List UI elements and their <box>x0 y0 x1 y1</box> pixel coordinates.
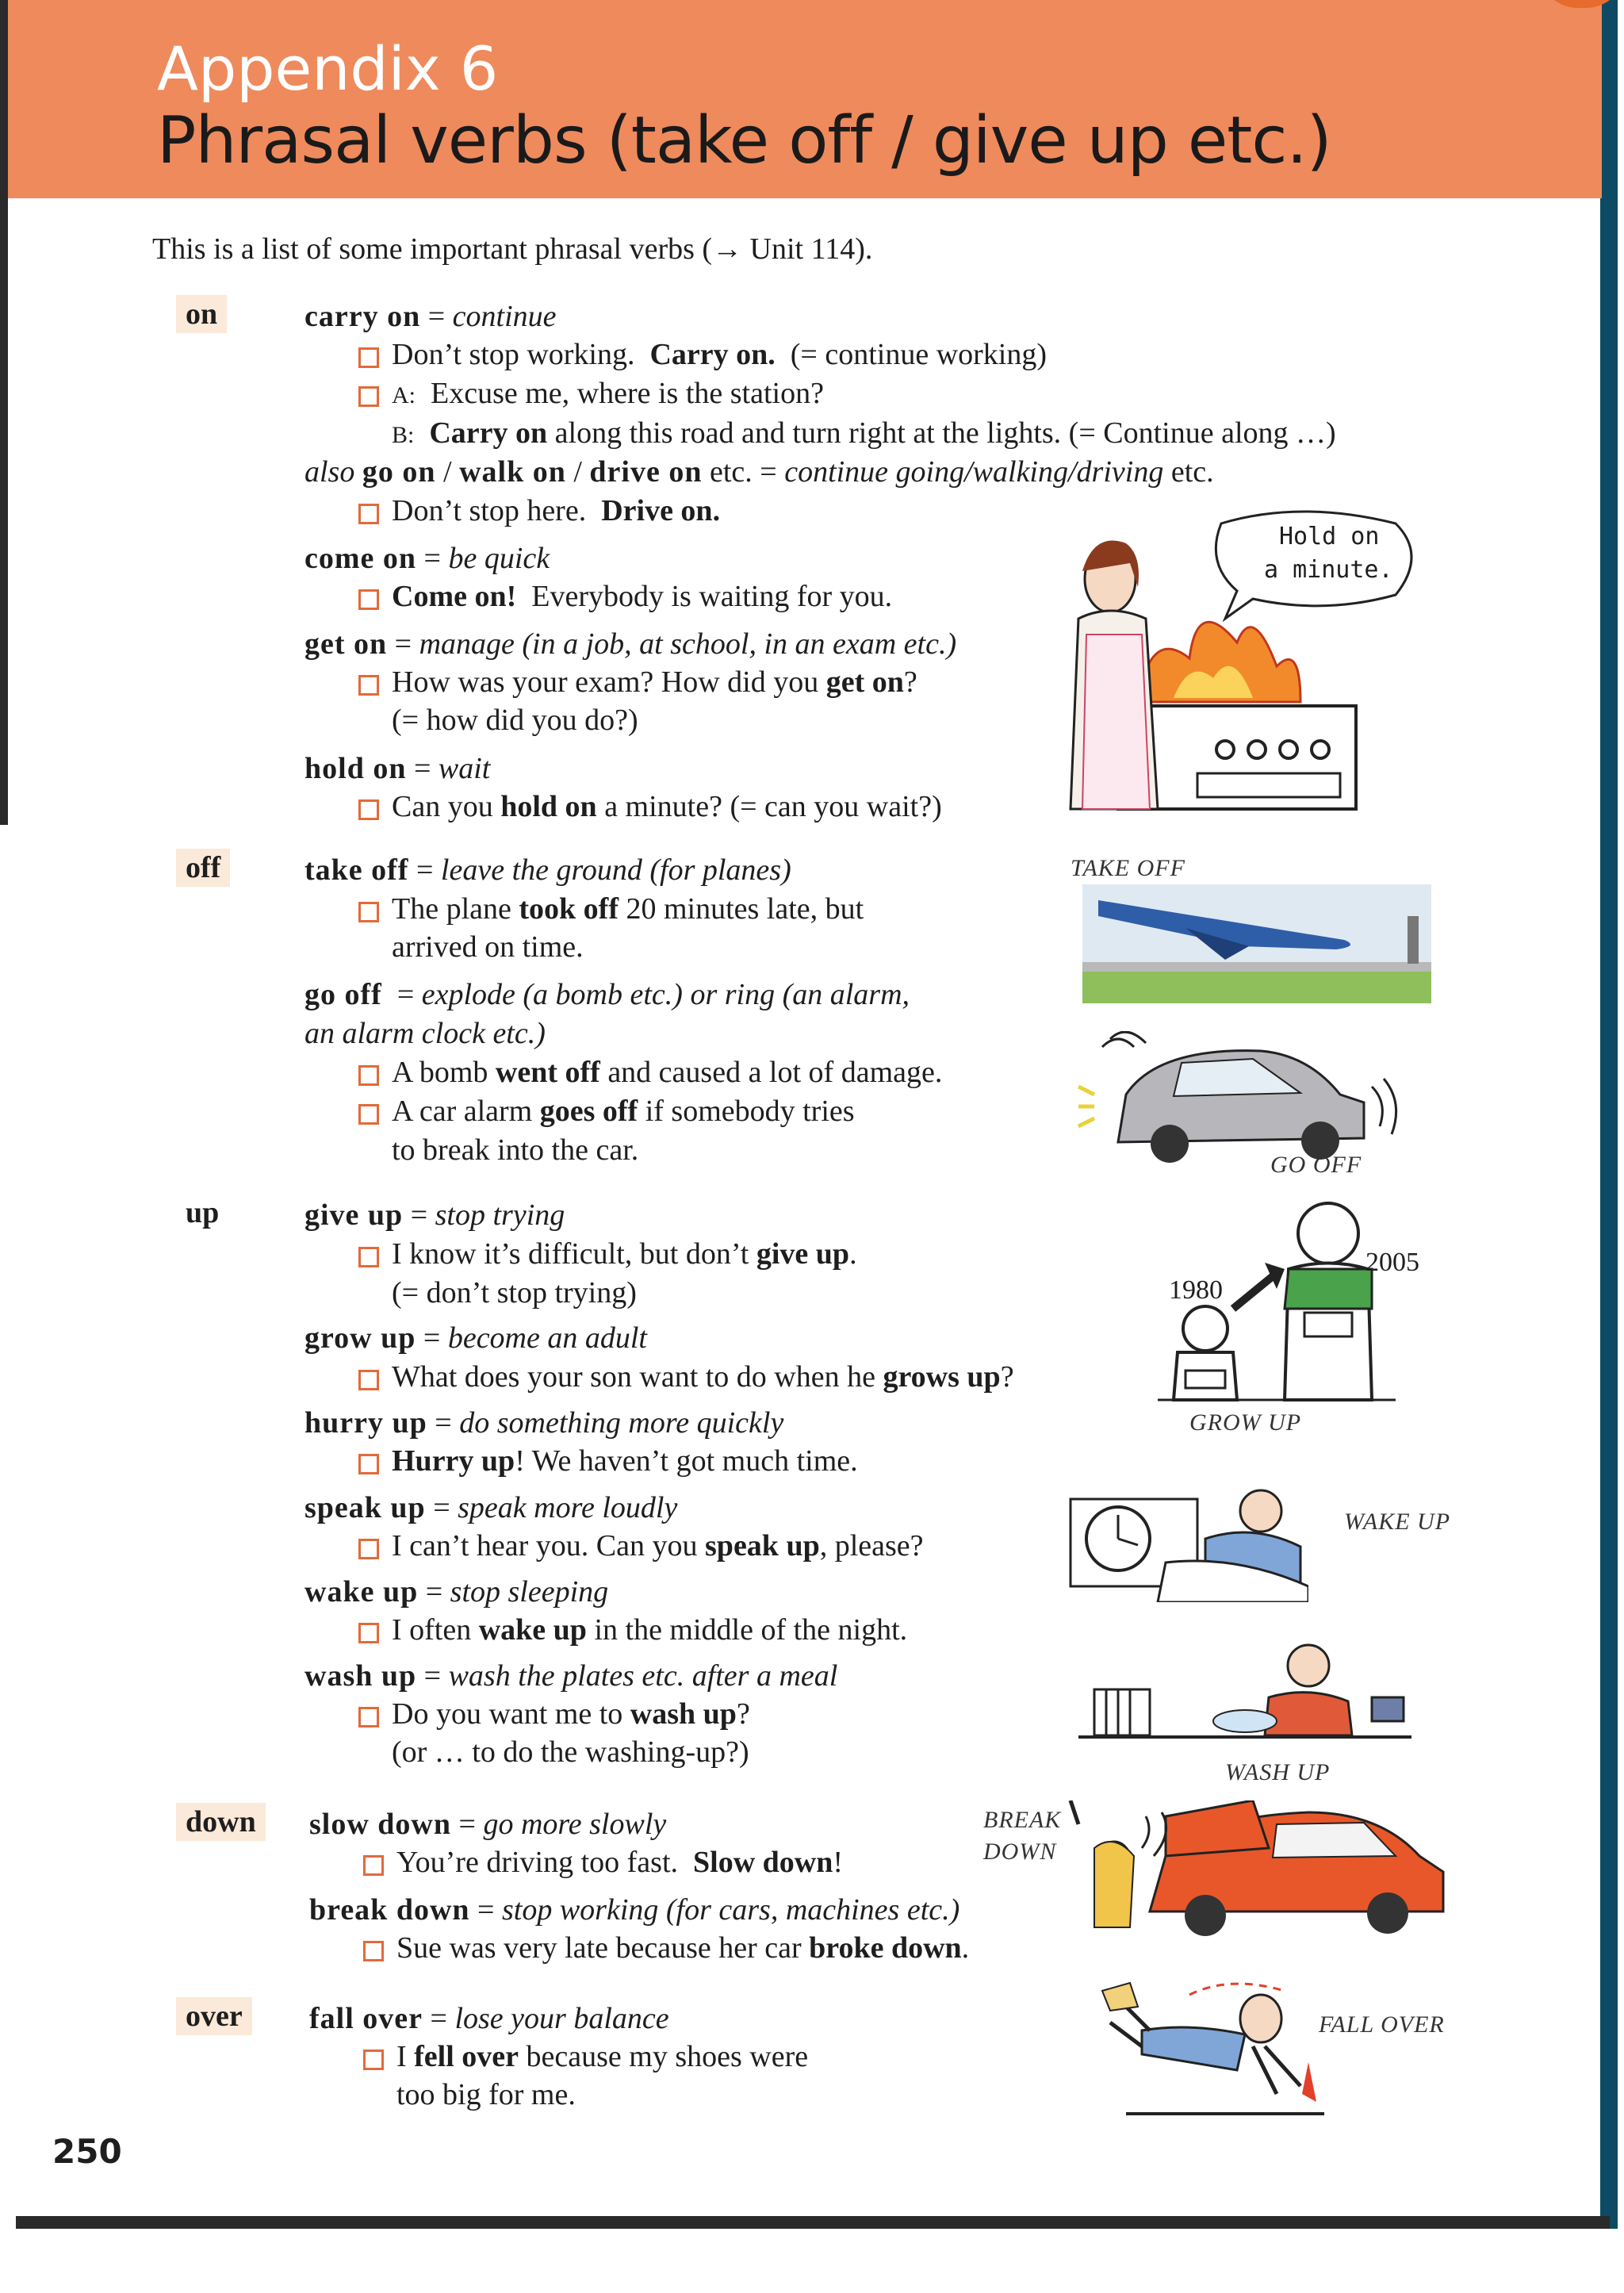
right-page-edge <box>1600 0 1618 2229</box>
wash-up-illustration <box>1071 1634 1419 1753</box>
example-text: if somebody tries <box>645 1095 855 1128</box>
meaning: leave the ground (for planes) <box>440 853 791 887</box>
example-text: Everybody is waiting for you. <box>531 580 893 613</box>
verb: come on <box>304 542 417 575</box>
example-bold: give up <box>756 1237 850 1271</box>
example-text: Excuse me, where is the station? <box>431 377 824 410</box>
verb: break down <box>309 1893 470 1927</box>
section-label-on: on <box>176 295 227 333</box>
verb: give up <box>304 1198 404 1232</box>
example-text: I <box>396 2040 407 2073</box>
verb: hurry up <box>304 1406 427 1440</box>
entry-fall-over: fall over = lose your balance <box>309 2002 669 2035</box>
verb: fall over <box>309 2002 423 2035</box>
example-continuation: too big for me. <box>396 2078 576 2111</box>
page-title: Phrasal verbs (take off / give up etc.) <box>157 103 1331 178</box>
example-text: The plane <box>392 892 511 926</box>
verb: grow up <box>304 1321 416 1355</box>
example-text: in the middle of the night. <box>594 1613 908 1647</box>
example-bold: Come on! <box>392 580 517 613</box>
meaning: continue <box>452 300 557 333</box>
caption-wash-up: WASH UP <box>1225 1759 1331 1785</box>
example <box>358 1699 750 1729</box>
verb: wake up <box>304 1575 419 1609</box>
entry-give-up: give up = stop trying <box>304 1198 565 1232</box>
example-bold: wake up <box>478 1613 587 1647</box>
verb: walk on <box>459 455 566 489</box>
go-off-illustration <box>1071 1031 1419 1166</box>
example <box>358 667 917 697</box>
section-label-down: down <box>176 1803 266 1841</box>
example <box>358 1362 1014 1392</box>
year-label-1980: 1980 <box>1169 1275 1223 1305</box>
example-text: A car alarm <box>392 1095 533 1128</box>
example-bold: fell over <box>414 2040 519 2073</box>
hold-on-illustration <box>1063 508 1419 817</box>
verb: carry on <box>304 300 421 333</box>
also-prefix: also <box>304 455 355 489</box>
page-header <box>8 0 1602 198</box>
example-text: You’re driving too fast. <box>396 1846 679 1879</box>
speaker-label: A: <box>392 382 416 408</box>
verb: hold on <box>304 752 407 785</box>
entry-wash-up: wash up = wash the plates etc. after a meal <box>304 1659 838 1693</box>
meaning: go more slowly <box>483 1808 667 1841</box>
entry-hold-on: hold on = wait <box>304 752 491 785</box>
example-continuation: (= don’t stop trying) <box>392 1276 637 1309</box>
example-text: ? <box>903 665 917 699</box>
speaker-label: B: <box>392 422 415 448</box>
example-bold: goes off <box>539 1095 638 1128</box>
entry-grow-up: grow up = become an adult <box>304 1321 647 1355</box>
example <box>358 378 824 408</box>
caption-fall-over: FALL OVER <box>1319 2011 1445 2038</box>
example-text: Don’t stop here. <box>392 494 587 527</box>
example <box>358 581 892 612</box>
verb: go on <box>362 455 436 489</box>
entry-speak-up: speak up = speak more loudly <box>304 1491 678 1524</box>
example-bold: Drive on. <box>601 494 721 527</box>
example <box>358 496 720 526</box>
meaning: manage (in a job, at school, in an exam etc.) <box>419 627 957 661</box>
meaning: stop sleeping <box>450 1575 609 1609</box>
fall-over-illustration <box>1094 1975 1332 2126</box>
example-bold: grows up <box>883 1360 1001 1394</box>
example <box>358 1531 924 1561</box>
meaning: lose your balance <box>454 2002 669 2035</box>
entry-wake-up: wake up = stop sleeping <box>304 1575 609 1609</box>
example-text: 20 minutes late, but <box>626 892 864 926</box>
entry-come-on: come on = be quick <box>304 542 550 575</box>
section-label-up: up <box>186 1196 220 1229</box>
example-bold: Carry on <box>429 416 548 450</box>
example-text: because my shoes were <box>526 2040 809 2073</box>
example-bold: took off <box>519 892 619 926</box>
verb: speak up <box>304 1491 426 1524</box>
example-text: ! We haven’t got much time. <box>515 1444 858 1478</box>
meaning: continue going/walking/driving <box>784 455 1164 489</box>
meaning: be quick <box>448 542 550 575</box>
verb: wash up <box>304 1659 417 1693</box>
section-label-off: off <box>176 849 230 887</box>
example-bold: Carry on. <box>649 338 776 371</box>
example-text: , please? <box>819 1529 924 1563</box>
example-continuation: arrived on time. <box>392 930 584 964</box>
page-number: 250 <box>52 2132 122 2171</box>
verb: take off <box>304 853 409 887</box>
example-text: I often <box>392 1613 472 1647</box>
example-continuation: to break into the car. <box>392 1133 639 1167</box>
example-text: Can you <box>392 790 493 823</box>
example-continuation: (or … to do the washing-up?) <box>392 1735 749 1769</box>
meaning: wait <box>438 752 491 785</box>
caption-go-off: GO OFF <box>1270 1152 1362 1178</box>
verb: get on <box>304 627 388 661</box>
meaning: do something more quickly <box>459 1406 784 1440</box>
verb: slow down <box>309 1808 451 1841</box>
entry-slow-down: slow down = go more slowly <box>309 1808 667 1841</box>
example-bold: Hurry up <box>392 1444 515 1478</box>
example-bold: Slow down <box>693 1846 833 1879</box>
take-off-illustration <box>1082 884 1431 1003</box>
example-continuation <box>392 418 1336 448</box>
example-text: . <box>961 1931 970 1965</box>
section-label-over: over <box>176 1997 252 2035</box>
example <box>358 1239 857 1269</box>
example-text: along this road and turn right at the lights. (= Continue along …) <box>554 416 1336 450</box>
example-text: Don’t stop working. <box>392 338 635 371</box>
appendix-label: Appendix 6 <box>157 33 499 104</box>
example-text: ? <box>1000 1360 1014 1394</box>
caption-break-down-line-2: DOWN <box>983 1839 1057 1865</box>
example-text: I can’t hear you. Can you <box>392 1529 698 1563</box>
year-label-2005: 2005 <box>1365 1248 1419 1277</box>
speech-bubble-line-2: a minute. <box>1264 556 1393 584</box>
example <box>358 1096 855 1126</box>
break-down-illustration <box>1047 1800 1459 1943</box>
meaning: speak more loudly <box>458 1491 678 1524</box>
etc-text: etc. = <box>709 455 777 489</box>
example-text: Sue was very late because her car <box>396 1931 802 1965</box>
meaning: explode (a bomb etc.) or ring (an alarm, <box>421 978 910 1011</box>
example-bold: hold on <box>500 790 597 823</box>
meaning: an alarm clock etc.) <box>304 1017 546 1050</box>
example <box>358 1615 907 1645</box>
example <box>358 339 1047 370</box>
caption-wake-up: WAKE UP <box>1344 1509 1451 1535</box>
meaning: stop working (for cars, machines etc.) <box>501 1893 960 1927</box>
entry-hurry-up: hurry up = do something more quickly <box>304 1406 784 1440</box>
example <box>363 1847 843 1877</box>
example-text: A bomb <box>392 1056 488 1089</box>
caption-take-off: TAKE OFF <box>1071 855 1185 881</box>
example-text: Do you want me to <box>392 1697 623 1731</box>
entry-break-down: break down = stop working (for cars, machines etc.) <box>309 1893 960 1927</box>
example <box>358 1446 858 1476</box>
example-text: What does your son want to do when he <box>392 1360 875 1394</box>
example-bold: went off <box>495 1056 600 1089</box>
example-text: ? <box>736 1697 750 1731</box>
example <box>358 1057 942 1087</box>
entry-get-on: get on = manage (in a job, at school, in an exam etc.) <box>304 627 957 661</box>
example-text: How was your exam? How did you <box>392 665 819 699</box>
intro-text: This is a list of some important phrasal verbs (→ Unit 114). <box>152 232 873 266</box>
wake-up-illustration <box>1063 1475 1308 1602</box>
caption-grow-up: GROW UP <box>1189 1409 1302 1436</box>
example-bold: get on <box>825 665 904 699</box>
example-text: a minute? (= can you wait?) <box>604 790 942 823</box>
meaning: wash the plates etc. after a meal <box>448 1659 838 1693</box>
meaning: stop trying <box>435 1198 565 1232</box>
example-text: ! <box>833 1846 844 1879</box>
example-continuation: (= how did you do?) <box>392 704 638 737</box>
example-text: I know it’s difficult, but don’t <box>392 1237 749 1271</box>
bottom-page-edge <box>16 2216 1610 2229</box>
entry-go-off: go off = explode (a bomb etc.) or ring (an alarm, <box>304 978 910 1011</box>
example-text: . <box>849 1237 857 1271</box>
entry-also-go-on: also go on / walk on / drive on etc. = continue going/walking/driving etc. <box>304 455 1214 489</box>
example <box>358 894 864 924</box>
caption-break-down-line-1: BREAK <box>983 1807 1062 1833</box>
entry-carry-on: carry on = continue <box>304 300 557 333</box>
example-text: and caused a lot of damage. <box>607 1056 943 1089</box>
example-bold: wash up <box>630 1697 737 1731</box>
left-page-edge <box>0 0 8 825</box>
example <box>363 2042 808 2072</box>
verb: go off <box>304 978 382 1011</box>
example <box>358 792 942 822</box>
verb: drive on <box>589 455 703 489</box>
example-text: (= continue working) <box>790 338 1048 371</box>
example-bold: speak up <box>705 1529 820 1563</box>
meaning: become an adult <box>447 1321 647 1355</box>
meaning-continuation <box>304 1018 546 1049</box>
entry-take-off: take off = leave the ground (for planes) <box>304 853 791 887</box>
speech-bubble-line-1: Hold on <box>1279 523 1380 550</box>
etc-text: etc. <box>1170 455 1214 489</box>
example-bold: broke down <box>809 1931 962 1965</box>
example <box>363 1933 969 1963</box>
